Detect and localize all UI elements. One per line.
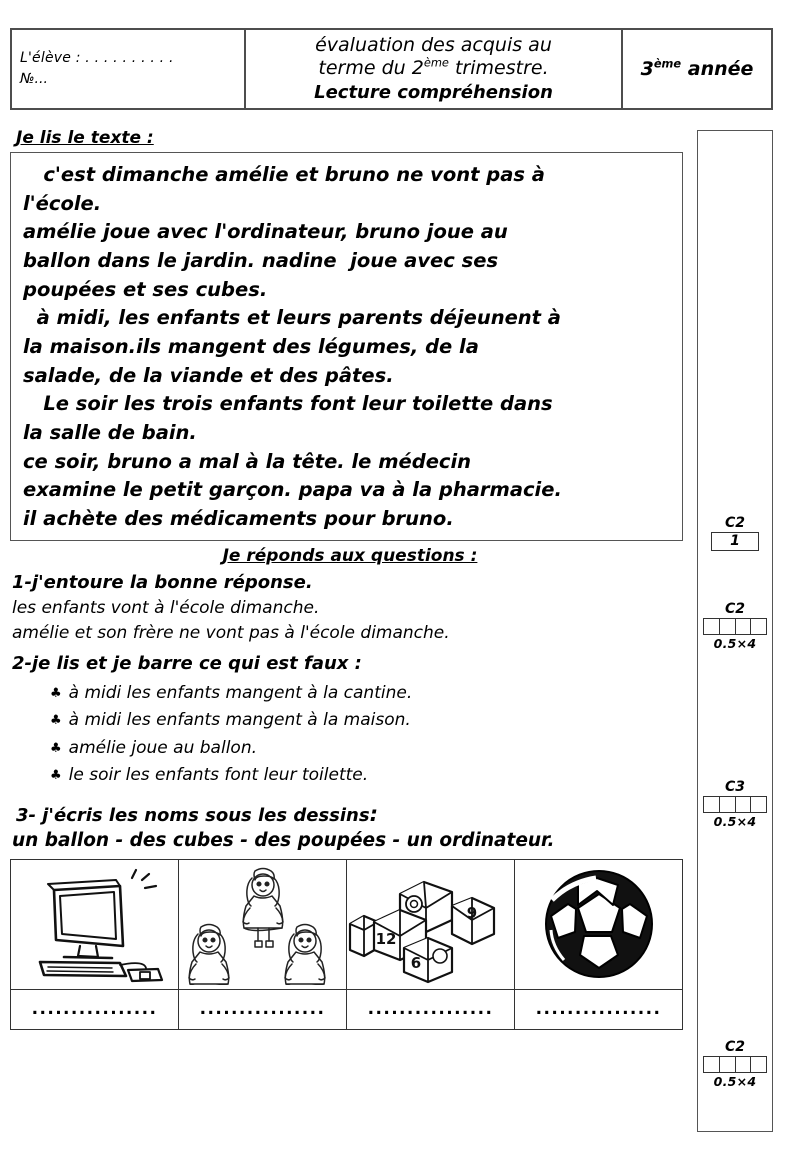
list-item-label: le soir les enfants font leur toilette. [68,765,369,786]
computer-drawing-cell [11,859,179,989]
questions-section-title: Je réponds aux questions : [222,545,478,566]
question-2-list [10,680,690,790]
header-table [10,28,773,110]
score-cell[interactable] [704,797,720,812]
score-note: 0.5×4 [713,636,757,651]
table-row [11,989,683,1029]
score-grid[interactable] [703,618,767,635]
reading-line: à midi, les enfants et leurs parents déjeunent à [23,306,561,330]
score-cell[interactable] [751,797,766,812]
reading-line: examine le petit garçon. papa va à la pharmacie. [23,478,562,502]
score-box[interactable]: 1 [711,532,759,551]
reading-line: il achète des médicaments pour bruno. [23,506,454,530]
student-number-label: №... [20,71,48,87]
cubes-drawing-cell [347,859,515,989]
dolls-drawing-cell [179,859,347,989]
main-content-column [10,128,690,1030]
competency-label: C2 [724,601,745,617]
question-3-block [10,802,690,1030]
question-3-heading-text: 3- j'écris les noms sous les dessins [16,804,370,826]
score-cell[interactable] [720,619,736,634]
word-bank: un ballon - des cubes - des poupées - un ordinateur. [12,829,555,851]
reading-line: ballon dans le jardin. nadine joue avec ses [23,248,499,272]
drawings-table [10,859,683,1030]
reading-line: l'école. [23,191,102,215]
list-item-label: amélie joue au ballon. [68,737,257,758]
competency-label: C3 [724,779,745,795]
question-2-block [10,653,690,790]
club-bullet-icon: ♣ [50,740,62,756]
evaluation-line-2-post: trimestre. [448,57,549,80]
score-cell[interactable] [704,1057,720,1072]
list-item-label: à midi les enfants mangent à la maison. [68,710,411,731]
score-cell[interactable] [736,797,752,812]
subject-label: Lecture compréhension [314,81,553,103]
list-item[interactable] [50,680,690,708]
list-item[interactable] [50,707,690,735]
answer-cell-4[interactable] [515,989,683,1029]
competency-group-1 [698,515,772,551]
question-3-heading [16,802,690,826]
grade-ordinal: ème [653,56,682,71]
question-1-option[interactable]: les enfants vont à l'école dimanche. [12,597,320,618]
answer-dots: ................ [199,999,326,1020]
score-cell[interactable] [704,619,720,634]
score-grid[interactable] [703,796,767,813]
reading-line: c'est dimanche amélie et bruno ne vont pas à [23,163,545,186]
table-row [11,859,683,989]
cube-number-12: 12 [375,930,397,949]
answer-dots: ................ [535,999,662,1020]
reading-line: la salle de bain. [23,420,197,444]
evaluation-line-2-pre: terme du 2 [318,57,424,80]
competency-column [697,130,773,1132]
evaluation-title-cell [246,30,623,108]
score-cell[interactable] [736,619,752,634]
computer-drawing [20,864,170,984]
dolls-drawing [183,863,343,985]
grade-label [641,58,754,80]
answer-cell-3[interactable] [347,989,515,1029]
competency-group-2 [698,601,772,651]
competency-group-3 [698,779,772,829]
grade-word: année [681,58,754,80]
score-note: 0.5×4 [713,1074,757,1089]
evaluation-line-2 [318,57,548,81]
question-3-colon: : [369,801,378,826]
competency-label: C2 [724,1039,745,1055]
reading-line: salade, de la viande et des pâtes. [23,363,394,387]
answer-cell-1[interactable] [11,989,179,1029]
score-cell[interactable] [751,619,766,634]
cubes-drawing [348,864,513,984]
question-2-heading: 2-je lis et je barre ce qui est faux : [12,652,362,674]
reading-line: poupées et ses cubes. [23,277,268,301]
club-bullet-icon: ♣ [50,713,62,729]
grade-cell [623,30,771,108]
student-info-cell [12,30,246,108]
club-bullet-icon: ♣ [50,685,62,701]
competency-label: C2 [724,515,745,531]
reading-line: la maison.ils mangent des légumes, de la [23,334,479,358]
score-grid[interactable] [703,1056,767,1073]
question-1-heading: 1-j'entoure la bonne réponse. [12,571,313,593]
question-1-block [10,572,690,647]
question-1-option[interactable]: amélie et son frère ne vont pas à l'école dimanche. [12,623,450,644]
list-item-label: à midi les enfants mangent à la cantine. [68,682,413,703]
score-cell[interactable] [720,797,736,812]
list-item[interactable] [50,735,690,763]
cube-number-9: 9 [466,904,478,923]
ball-drawing-cell [515,859,683,989]
score-note: 0.5×4 [713,814,757,829]
reading-section-title: Je lis le texte : [16,128,154,148]
club-bullet-icon: ♣ [50,768,62,784]
score-cell[interactable] [751,1057,766,1072]
evaluation-ordinal: ème [423,55,449,70]
answer-dots: ................ [31,999,158,1020]
evaluation-line-1: évaluation des acquis au [315,33,552,56]
cube-number-6: 6 [410,954,422,973]
list-item[interactable] [50,762,690,790]
score-cell[interactable] [736,1057,752,1072]
answer-cell-2[interactable] [179,989,347,1029]
competency-group-4 [698,1039,772,1089]
grade-number: 3 [640,58,654,80]
score-cell[interactable] [720,1057,736,1072]
reading-line: ce soir, bruno a mal à la tête. le médecin [23,449,472,473]
reading-text-box [10,152,683,541]
reading-line: amélie joue avec l'ordinateur, bruno joue au [23,220,508,244]
ball-drawing [534,864,664,984]
reading-line: Le soir les trois enfants font leur toilette dans [23,392,553,416]
answer-dots: ................ [367,999,494,1020]
student-name-label: L'élève : . . . . . . . . . . [20,50,174,66]
